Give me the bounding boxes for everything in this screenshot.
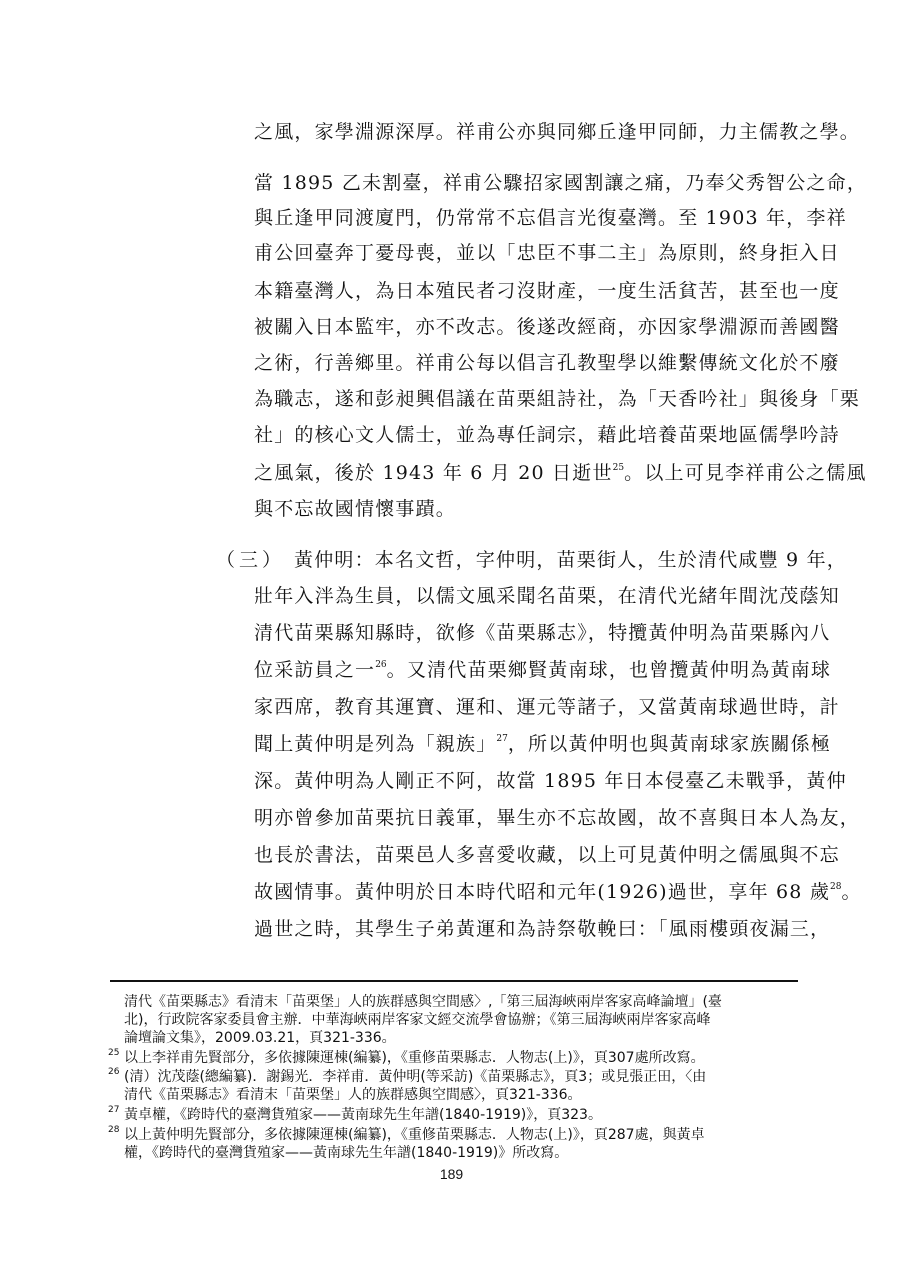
footnote-line: 權，《跨時代的臺灣貨殖家——黃南球先生年譜(1840-1919)》所改寫。 — [124, 1145, 569, 1161]
footnote-number: 25 — [108, 1048, 120, 1058]
page-number: 189 — [439, 1166, 464, 1182]
body-line: 為職志，遂和彭昶興倡議在苗栗組詩社，為「天香吟社」與後身「栗 — [254, 388, 861, 410]
section-marker: （三） — [216, 549, 286, 571]
body-text: 位采訪員之一 — [254, 659, 376, 681]
body-line: 之風，家學淵源深厚。祥甫公亦與同鄉丘逢甲同師，力主儒教之學。 — [254, 121, 861, 143]
body-line: 被關入日本監牢，亦不改志。後遂改經商，亦因家學淵源而善國醫 — [254, 316, 840, 338]
footnote-number: 28 — [108, 1125, 120, 1135]
footnote-line: 黃卓權，《跨時代的臺灣貨殖家——黃南球先生年譜(1840-1919)》，頁323。 — [124, 1107, 602, 1123]
footnote-line: 以上李祥甫先賢部分，多依據陳運棟(編纂)，《重修苗栗縣志．人物志(上)》，頁307處所改寫。 — [124, 1050, 705, 1066]
footnote-ref: 26 — [375, 660, 387, 670]
footnote-ref: 27 — [496, 734, 508, 744]
body-line: 明亦曾參加苗栗抗日義軍，畢生亦不忘故國，故不喜與日本人為友， — [254, 807, 861, 829]
footnote-line: 清代《苗栗縣志》看清末「苗栗堡」人的族群感與空間感〉,「第三屆海峽兩岸客家高峰論壇」(臺 — [124, 994, 722, 1010]
body-line — [254, 732, 831, 756]
body-text: 之風氣，後於 1943 年 6 月 20 日逝世 — [254, 462, 613, 484]
footnote-number: 26 — [108, 1067, 120, 1077]
body-line: 當 1895 乙未割臺，祥甫公驟招家國割讓之痛，乃奉父秀智公之命， — [254, 172, 868, 194]
body-line — [254, 461, 867, 485]
footnote-line: 北)，行政院客家委員會主辦．中華海峽兩岸客家文經交流學會協辦；《第三屆海峽兩岸客家高峰 — [124, 1012, 711, 1028]
body-text: 。 — [841, 881, 862, 903]
footnote-line: (清）沈茂蔭(總編纂)．謝錫光．李祥甫．黃仲明(等采訪)《苗栗縣志》，頁3；或見張正田，〈由 — [124, 1069, 707, 1085]
body-line: 與丘逢甲同渡廈門，仍常常不忘倡言光復臺灣。至 1903 年，李祥 — [254, 207, 847, 229]
body-text: 。又清代苗栗鄉賢黃南球，也曾攬黃仲明為黃南球 — [386, 659, 832, 681]
body-line: 深。黃仲明為人剛正不阿，故當 1895 年日本侵臺乙未戰爭，黃仲 — [254, 770, 847, 792]
body-line: 與不忘故國情懷事蹟。 — [254, 498, 457, 520]
body-line: 壯年入泮為生員，以儒文風采聞名苗栗，在清代光緒年間沈茂蔭知 — [254, 585, 840, 607]
footnote-line: 清代《苗栗縣志》看清末「苗栗堡」人的族群感與空間感〉，頁321-336。 — [124, 1087, 582, 1103]
body-line — [254, 880, 862, 904]
body-line: 本籍臺灣人，為日本殖民者刁沒財產，一度生活貧苦，甚至也一度 — [254, 280, 840, 302]
footnote-separator — [110, 980, 798, 982]
body-line: 社」的核心文人儒士，並為專任詞宗，藉此培養苗栗地區儒學吟詩 — [254, 424, 840, 446]
body-line: 過世之時，其學生子弟黃運和為詩祭敬輓曰：「風雨樓頭夜漏三， — [254, 918, 831, 940]
body-text: 聞上黃仲明是列為「親族」 — [254, 733, 497, 755]
body-line: 甫公回臺奔丁憂母喪，並以「忠臣不事二主」為原則，終身拒入日 — [254, 242, 840, 264]
body-line: 清代苗栗縣知縣時，欲修《苗栗縣志》，特攬黃仲明為苗栗縣內八 — [254, 622, 831, 644]
body-text: 。以上可見李祥甫公之儒風 — [624, 462, 867, 484]
footnote-line: 論壇論文集》，2009.03.21，頁321-336。 — [124, 1030, 396, 1046]
footnote-number: 27 — [108, 1105, 120, 1115]
body-text: 故國情事。黃仲明於日本時代昭和元年(1926)過世，享年 68 歲 — [254, 881, 831, 903]
body-text: ，所以黃仲明也與黃南球家族關係極 — [507, 733, 832, 755]
footnote-line: 以上黃仲明先賢部分，多依據陳運棟(編纂)，《重修苗栗縣志．人物志(上)》，頁287處，與黃卓 — [124, 1127, 705, 1143]
body-line: 家西席，教育其運寶、運和、運元等諸子，又當黃南球過世時，計 — [254, 696, 840, 718]
footnote-ref: 28 — [830, 882, 842, 892]
footnote-ref: 25 — [612, 463, 625, 473]
body-line: 也長於書法，苗栗邑人多喜愛收藏，以上可見黃仲明之儒風與不忘 — [254, 844, 840, 866]
body-line: 之術，行善鄉里。祥甫公每以倡言孔教聖學以維繫傳統文化於不廢 — [254, 352, 840, 374]
body-line: 黃仲明：本名文哲，字仲明，苗栗街人，生於清代咸豐 9 年， — [294, 549, 847, 571]
body-line — [254, 658, 831, 682]
